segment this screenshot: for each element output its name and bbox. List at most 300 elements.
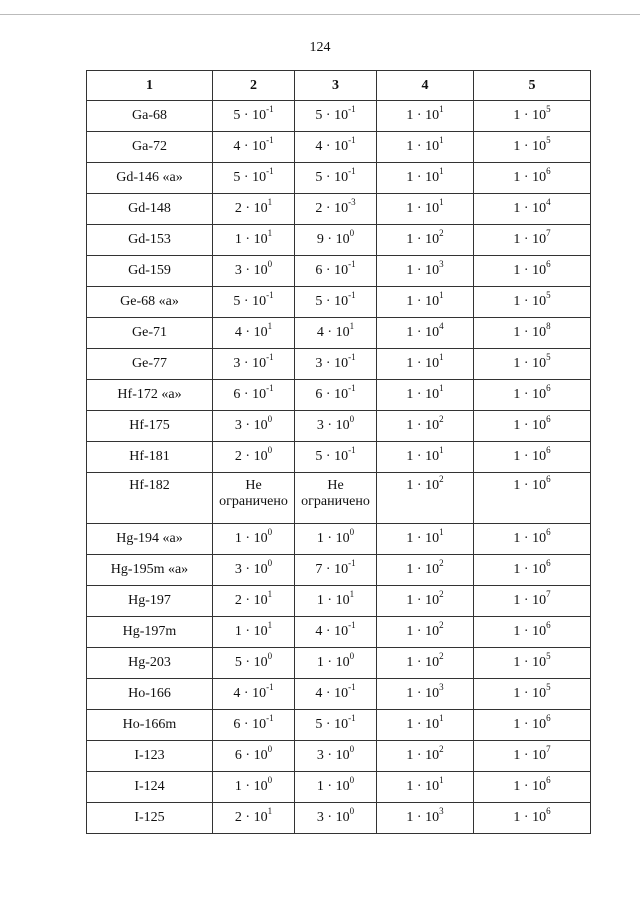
multiply-sign: · bbox=[523, 478, 529, 493]
multiply-sign: · bbox=[523, 294, 529, 309]
unlimited-text-line: Не bbox=[245, 478, 262, 493]
mantissa: 1 bbox=[406, 170, 414, 185]
base-ten: 10 bbox=[335, 779, 350, 794]
mantissa: 4 bbox=[315, 624, 323, 639]
scientific-value bbox=[406, 290, 444, 310]
value-cell-c2 bbox=[213, 411, 295, 442]
scientific-value bbox=[513, 259, 551, 279]
base-ten: 10 bbox=[335, 748, 350, 763]
value-cell-c5 bbox=[474, 225, 591, 256]
table-row bbox=[87, 163, 591, 194]
multiply-sign: · bbox=[325, 449, 331, 464]
mantissa: 3 bbox=[316, 418, 324, 433]
exponent: 0 bbox=[267, 259, 273, 270]
base-ten: 10 bbox=[425, 449, 440, 464]
base-ten: 10 bbox=[532, 356, 547, 371]
scientific-value bbox=[316, 651, 355, 671]
multiply-sign: · bbox=[327, 232, 333, 247]
mantissa: 1 bbox=[406, 686, 414, 701]
exponent: -1 bbox=[348, 352, 356, 363]
table-row bbox=[87, 411, 591, 442]
value-cell-c2 bbox=[213, 617, 295, 648]
table-row bbox=[87, 132, 591, 163]
scientific-value bbox=[315, 259, 356, 279]
value-cell-c3 bbox=[295, 679, 377, 710]
scientific-value bbox=[513, 352, 551, 372]
scientific-value bbox=[316, 228, 355, 248]
column-header-4: 4 bbox=[377, 71, 474, 101]
value-cell-c2 bbox=[213, 318, 295, 349]
base-ten: 10 bbox=[253, 562, 268, 577]
exponent: 0 bbox=[267, 744, 273, 755]
exponent: 1 bbox=[439, 290, 444, 301]
value-cell-c2 bbox=[213, 555, 295, 586]
base-ten: 10 bbox=[425, 263, 440, 278]
multiply-sign: · bbox=[243, 686, 249, 701]
base-ten: 10 bbox=[532, 748, 547, 763]
value-cell-c4 bbox=[377, 555, 474, 586]
column-header-5: 5 bbox=[474, 71, 591, 101]
base-ten: 10 bbox=[253, 593, 268, 608]
multiply-sign: · bbox=[523, 418, 529, 433]
mantissa: 6 bbox=[315, 263, 323, 278]
exponent: -1 bbox=[348, 620, 356, 631]
value-cell-c3 bbox=[295, 741, 377, 772]
nuclide-cell: Hg-194 «a» bbox=[87, 524, 213, 555]
scientific-value bbox=[316, 414, 355, 434]
scientific-value bbox=[406, 651, 444, 671]
scientific-value bbox=[315, 352, 356, 372]
value-cell-c3 bbox=[295, 617, 377, 648]
value-cell-c4 bbox=[377, 473, 474, 524]
value-cell-c5 bbox=[474, 442, 591, 473]
table-row bbox=[87, 648, 591, 679]
multiply-sign: · bbox=[416, 418, 422, 433]
base-ten: 10 bbox=[253, 201, 268, 216]
exponent: 1 bbox=[267, 321, 273, 332]
mantissa: 5 bbox=[315, 449, 323, 464]
scientific-value bbox=[315, 166, 356, 186]
exponent: 0 bbox=[349, 414, 355, 425]
scientific-value bbox=[315, 620, 356, 640]
scientific-value bbox=[406, 806, 444, 826]
mantissa: 1 bbox=[406, 201, 414, 216]
base-ten: 10 bbox=[425, 686, 440, 701]
multiply-sign: · bbox=[245, 624, 251, 639]
exponent: 1 bbox=[439, 104, 444, 115]
nuclide-cell: Ge-77 bbox=[87, 349, 213, 380]
exponent: -1 bbox=[266, 135, 274, 146]
value-cell-c5 bbox=[474, 132, 591, 163]
exponent: 1 bbox=[267, 589, 273, 600]
mantissa: 2 bbox=[234, 593, 242, 608]
mantissa: 7 bbox=[315, 562, 323, 577]
scientific-value bbox=[315, 135, 356, 155]
base-ten: 10 bbox=[334, 356, 349, 371]
base-ten: 10 bbox=[334, 686, 349, 701]
base-ten: 10 bbox=[334, 294, 349, 309]
multiply-sign: · bbox=[523, 655, 529, 670]
table-row bbox=[87, 101, 591, 132]
scientific-value bbox=[234, 527, 273, 547]
multiply-sign: · bbox=[416, 562, 422, 577]
mantissa: 1 bbox=[234, 531, 242, 546]
scientific-value bbox=[406, 135, 444, 155]
multiply-sign: · bbox=[245, 232, 251, 247]
base-ten: 10 bbox=[532, 263, 547, 278]
value-cell-c5 bbox=[474, 287, 591, 318]
scientific-value bbox=[316, 806, 355, 826]
mantissa: 3 bbox=[316, 748, 324, 763]
base-ten: 10 bbox=[334, 717, 349, 732]
scientific-value bbox=[315, 445, 356, 465]
value-cell-c2 bbox=[213, 710, 295, 741]
base-ten: 10 bbox=[334, 387, 349, 402]
scientific-value bbox=[406, 744, 444, 764]
scientific-value bbox=[233, 713, 274, 733]
nuclide-cell: I-125 bbox=[87, 803, 213, 834]
exponent: 2 bbox=[439, 228, 444, 239]
mantissa: 3 bbox=[234, 562, 242, 577]
base-ten: 10 bbox=[532, 624, 547, 639]
base-ten: 10 bbox=[532, 418, 547, 433]
multiply-sign: · bbox=[325, 387, 331, 402]
scientific-value bbox=[316, 527, 355, 547]
base-ten: 10 bbox=[334, 562, 349, 577]
scan-edge-line bbox=[0, 14, 640, 15]
value-cell-c3 bbox=[295, 442, 377, 473]
value-cell-c5 bbox=[474, 555, 591, 586]
value-cell-c4 bbox=[377, 772, 474, 803]
multiply-sign: · bbox=[416, 717, 422, 732]
base-ten: 10 bbox=[425, 748, 440, 763]
multiply-sign: · bbox=[523, 263, 529, 278]
value-cell-c4 bbox=[377, 256, 474, 287]
exponent: -1 bbox=[348, 445, 356, 456]
base-ten: 10 bbox=[532, 531, 547, 546]
base-ten: 10 bbox=[425, 325, 440, 340]
base-ten: 10 bbox=[335, 232, 350, 247]
value-cell-c4 bbox=[377, 741, 474, 772]
multiply-sign: · bbox=[327, 655, 333, 670]
value-cell-c3 bbox=[295, 380, 377, 411]
scientific-value bbox=[315, 558, 356, 578]
exponent: -1 bbox=[348, 558, 356, 569]
value-cell-c3 bbox=[295, 163, 377, 194]
value-cell-c2 bbox=[213, 648, 295, 679]
multiply-sign: · bbox=[245, 201, 251, 216]
scientific-value bbox=[406, 321, 444, 341]
value-cell-c4 bbox=[377, 318, 474, 349]
table-row bbox=[87, 617, 591, 648]
nuclide-cell: Gd-146 «a» bbox=[87, 163, 213, 194]
scientific-value bbox=[234, 228, 273, 248]
multiply-sign: · bbox=[245, 562, 251, 577]
exponent: -1 bbox=[266, 352, 274, 363]
multiply-sign: · bbox=[523, 387, 529, 402]
nuclide-cell: Hf-172 «a» bbox=[87, 380, 213, 411]
table-row bbox=[87, 256, 591, 287]
base-ten: 10 bbox=[425, 201, 440, 216]
multiply-sign: · bbox=[416, 810, 422, 825]
base-ten: 10 bbox=[532, 810, 547, 825]
multiply-sign: · bbox=[243, 108, 249, 123]
mantissa: 3 bbox=[316, 810, 324, 825]
table-row bbox=[87, 679, 591, 710]
mantissa: 1 bbox=[406, 418, 414, 433]
exponent: 0 bbox=[349, 744, 355, 755]
exponent: 5 bbox=[546, 104, 551, 115]
table-row bbox=[87, 555, 591, 586]
value-cell-c4 bbox=[377, 101, 474, 132]
multiply-sign: · bbox=[327, 779, 333, 794]
exponent: -1 bbox=[266, 682, 274, 693]
scientific-value bbox=[513, 775, 551, 795]
mantissa: 1 bbox=[316, 531, 324, 546]
base-ten: 10 bbox=[532, 387, 547, 402]
mantissa: 1 bbox=[406, 139, 414, 154]
multiply-sign: · bbox=[327, 748, 333, 763]
mantissa: 1 bbox=[406, 232, 414, 247]
nuclide-cell: Hg-203 bbox=[87, 648, 213, 679]
nuclide-cell: Hg-195m «a» bbox=[87, 555, 213, 586]
exponent: 6 bbox=[546, 558, 551, 569]
value-cell-c4 bbox=[377, 442, 474, 473]
multiply-sign: · bbox=[523, 325, 529, 340]
exponent: 2 bbox=[439, 474, 444, 485]
multiply-sign: · bbox=[416, 170, 422, 185]
mantissa: 5 bbox=[315, 170, 323, 185]
exponent: -1 bbox=[266, 166, 274, 177]
base-ten: 10 bbox=[334, 624, 349, 639]
base-ten: 10 bbox=[425, 624, 440, 639]
value-cell-c3 bbox=[295, 287, 377, 318]
mantissa: 2 bbox=[234, 449, 242, 464]
base-ten: 10 bbox=[425, 387, 440, 402]
exponent: 6 bbox=[546, 166, 551, 177]
column-header-1: 1 bbox=[87, 71, 213, 101]
exponent: 5 bbox=[546, 135, 551, 146]
exponent: 7 bbox=[546, 744, 551, 755]
unlimited-text-line: ограничено bbox=[219, 494, 288, 509]
exponent: 0 bbox=[349, 775, 355, 786]
mantissa: 1 bbox=[513, 449, 521, 464]
mantissa: 1 bbox=[316, 655, 324, 670]
column-header-2: 2 bbox=[213, 71, 295, 101]
value-cell-c3 bbox=[295, 555, 377, 586]
mantissa: 5 bbox=[233, 108, 241, 123]
multiply-sign: · bbox=[245, 325, 251, 340]
base-ten: 10 bbox=[335, 593, 350, 608]
value-cell-c5 bbox=[474, 101, 591, 132]
table-row bbox=[87, 741, 591, 772]
base-ten: 10 bbox=[425, 593, 440, 608]
scientific-value bbox=[406, 620, 444, 640]
mantissa: 2 bbox=[234, 810, 242, 825]
exponent: 6 bbox=[546, 474, 551, 485]
multiply-sign: · bbox=[245, 449, 251, 464]
table-row bbox=[87, 803, 591, 834]
multiply-sign: · bbox=[523, 531, 529, 546]
value-cell-c4 bbox=[377, 679, 474, 710]
nuclide-cell: Ga-68 bbox=[87, 101, 213, 132]
exponent: 1 bbox=[439, 383, 444, 394]
scientific-value bbox=[234, 414, 273, 434]
scientific-value bbox=[315, 383, 356, 403]
scientific-value bbox=[513, 228, 551, 248]
value-cell-c5 bbox=[474, 524, 591, 555]
scientific-value bbox=[406, 383, 444, 403]
scientific-value bbox=[234, 321, 273, 341]
mantissa: 1 bbox=[513, 387, 521, 402]
multiply-sign: · bbox=[245, 531, 251, 546]
scientific-value bbox=[513, 197, 551, 217]
value-cell-c5 bbox=[474, 710, 591, 741]
scientific-value bbox=[406, 259, 444, 279]
multiply-sign: · bbox=[416, 387, 422, 402]
base-ten: 10 bbox=[532, 325, 547, 340]
mantissa: 1 bbox=[406, 593, 414, 608]
nuclide-table bbox=[86, 70, 591, 834]
base-ten: 10 bbox=[334, 139, 349, 154]
base-ten: 10 bbox=[532, 449, 547, 464]
multiply-sign: · bbox=[523, 686, 529, 701]
value-cell-c2 bbox=[213, 132, 295, 163]
mantissa: 1 bbox=[406, 717, 414, 732]
nuclide-cell: Hf-175 bbox=[87, 411, 213, 442]
mantissa: 2 bbox=[234, 201, 242, 216]
exponent: 6 bbox=[546, 620, 551, 631]
scientific-value bbox=[406, 474, 444, 494]
exponent: 1 bbox=[439, 775, 444, 786]
table-row bbox=[87, 710, 591, 741]
multiply-sign: · bbox=[245, 593, 251, 608]
value-cell-c2 bbox=[213, 256, 295, 287]
value-cell-c4 bbox=[377, 349, 474, 380]
mantissa: 4 bbox=[233, 139, 241, 154]
value-cell-c2 bbox=[213, 287, 295, 318]
base-ten: 10 bbox=[425, 478, 440, 493]
mantissa: 1 bbox=[406, 449, 414, 464]
multiply-sign: · bbox=[416, 356, 422, 371]
base-ten: 10 bbox=[425, 531, 440, 546]
mantissa: 1 bbox=[513, 294, 521, 309]
mantissa: 1 bbox=[513, 108, 521, 123]
exponent: 1 bbox=[267, 806, 273, 817]
base-ten: 10 bbox=[253, 779, 268, 794]
mantissa: 1 bbox=[513, 593, 521, 608]
base-ten: 10 bbox=[334, 201, 349, 216]
exponent: 8 bbox=[546, 321, 551, 332]
exponent: 1 bbox=[439, 527, 444, 538]
multiply-sign: · bbox=[416, 655, 422, 670]
mantissa: 1 bbox=[513, 531, 521, 546]
mantissa: 1 bbox=[513, 686, 521, 701]
mantissa: 1 bbox=[513, 562, 521, 577]
value-cell-c2 bbox=[213, 473, 295, 524]
table-header-row bbox=[87, 71, 591, 101]
value-cell-c5 bbox=[474, 679, 591, 710]
exponent: 1 bbox=[439, 352, 444, 363]
scientific-value bbox=[234, 651, 273, 671]
scientific-value bbox=[406, 682, 444, 702]
value-cell-c5 bbox=[474, 617, 591, 648]
base-ten: 10 bbox=[252, 170, 267, 185]
scientific-value bbox=[406, 414, 444, 434]
nuclide-cell: Gd-153 bbox=[87, 225, 213, 256]
value-cell-c3 bbox=[295, 710, 377, 741]
value-cell-c2 bbox=[213, 163, 295, 194]
value-cell-c5 bbox=[474, 772, 591, 803]
mantissa: 5 bbox=[315, 294, 323, 309]
base-ten: 10 bbox=[334, 449, 349, 464]
exponent: -1 bbox=[266, 713, 274, 724]
scientific-value bbox=[406, 197, 444, 217]
exponent: 7 bbox=[546, 228, 551, 239]
table-row bbox=[87, 225, 591, 256]
mantissa: 1 bbox=[513, 779, 521, 794]
scientific-value bbox=[406, 104, 444, 124]
multiply-sign: · bbox=[416, 325, 422, 340]
exponent: 1 bbox=[439, 197, 444, 208]
nuclide-cell: I-123 bbox=[87, 741, 213, 772]
exponent: 6 bbox=[546, 775, 551, 786]
multiply-sign: · bbox=[416, 232, 422, 247]
mantissa: 1 bbox=[513, 139, 521, 154]
base-ten: 10 bbox=[252, 108, 267, 123]
base-ten: 10 bbox=[253, 232, 268, 247]
nuclide-cell: Hg-197 bbox=[87, 586, 213, 617]
base-ten: 10 bbox=[335, 810, 350, 825]
value-cell-c2 bbox=[213, 524, 295, 555]
mantissa: 1 bbox=[406, 624, 414, 639]
exponent: 4 bbox=[546, 197, 551, 208]
value-cell-c4 bbox=[377, 194, 474, 225]
mantissa: 1 bbox=[513, 655, 521, 670]
exponent: 6 bbox=[546, 806, 551, 817]
mantissa: 2 bbox=[315, 201, 323, 216]
exponent: -3 bbox=[348, 197, 356, 208]
multiply-sign: · bbox=[523, 356, 529, 371]
mantissa: 1 bbox=[406, 478, 414, 493]
mantissa: 4 bbox=[233, 686, 241, 701]
mantissa: 1 bbox=[513, 478, 521, 493]
scientific-value bbox=[513, 527, 551, 547]
value-cell-c3 bbox=[295, 772, 377, 803]
page-number: 124 bbox=[309, 40, 331, 55]
exponent: 3 bbox=[439, 682, 444, 693]
value-cell-c4 bbox=[377, 710, 474, 741]
base-ten: 10 bbox=[253, 449, 268, 464]
mantissa: 1 bbox=[513, 717, 521, 732]
mantissa: 1 bbox=[406, 748, 414, 763]
base-ten: 10 bbox=[252, 294, 267, 309]
value-cell-c4 bbox=[377, 617, 474, 648]
base-ten: 10 bbox=[425, 562, 440, 577]
scientific-value bbox=[233, 166, 274, 186]
scientific-value bbox=[234, 259, 273, 279]
multiply-sign: · bbox=[243, 139, 249, 154]
multiply-sign: · bbox=[416, 779, 422, 794]
table-row bbox=[87, 473, 591, 524]
multiply-sign: · bbox=[327, 810, 333, 825]
nuclide-cell: Gd-159 bbox=[87, 256, 213, 287]
base-ten: 10 bbox=[425, 139, 440, 154]
value-cell-c3 bbox=[295, 318, 377, 349]
scientific-value bbox=[234, 558, 273, 578]
multiply-sign: · bbox=[523, 562, 529, 577]
multiply-sign: · bbox=[523, 748, 529, 763]
